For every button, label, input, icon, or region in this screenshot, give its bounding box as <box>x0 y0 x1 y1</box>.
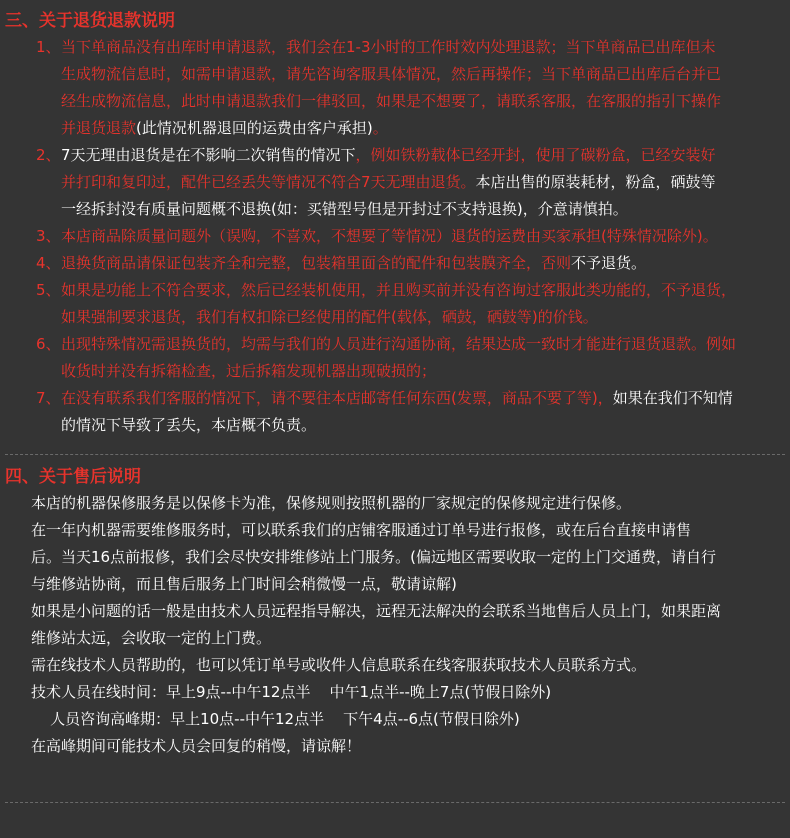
refund-item-number: 7、 <box>36 389 61 407</box>
refund-item-line <box>61 88 721 115</box>
section-divider-bottom <box>5 802 785 803</box>
highlight-text: 经生成物流信息，此时申请退款我们一律驳回，如果是不想要了，请联系客服，在客服的指引下操作 <box>61 92 722 110</box>
highlight-text: 本店商品除质量问题外（误购，不喜欢，不想要了等情况）退货的运费由买家承担(特殊情况除外)。 <box>61 227 718 245</box>
section-title-after-sales: 四、关于售后说明 <box>5 467 141 487</box>
plain-text: 如果在我们不知情 <box>612 389 733 407</box>
after-sales-line: 本店的机器保修服务是以保修卡为准，保修规则按照机器的厂家规定的保修规定进行保修。 <box>31 494 632 512</box>
highlight-text: 退换货商品请保证包装齐全和完整，包装箱里面含的配件和包装膜齐全，否则 <box>61 254 572 272</box>
highlight-text: 出现特殊情况需退换货的，均需与我们的人员进行沟通协商，结果达成一致时才能进行退货退款。例如 <box>61 335 737 353</box>
after-sales-line: 与维修站协商，而且售后服务上门时间会稍微慢一点，敬请谅解) <box>31 575 457 593</box>
after-sales-line: 技术人员在线时间：早上9点--中午12点半 中午1点半--晚上7点(节假日除外) <box>31 683 552 701</box>
plain-text: 不予退货。 <box>571 254 647 272</box>
highlight-text: ，例如铁粉载体已经开封，使用了碳粉盒，已经安装好 <box>355 146 716 164</box>
refund-item-line <box>61 115 388 142</box>
plain-text: 本店出售的原装耗材，粉盒，硒鼓等 <box>475 173 716 191</box>
after-sales-line: 需在线技术人员帮助的，也可以凭订单号或收件人信息联系在线客服获取技术人员联系方式。 <box>31 656 647 674</box>
plain-text: 一经拆封没有质量问题概不退换(如：买错型号但是开封过不支持退换)，介意请慎拍。 <box>61 200 628 218</box>
refund-item-line <box>61 142 716 169</box>
highlight-text: 如果是功能上不符合要求，然后已经装机使用，并且购买前并没有咨询过客服此类功能的，不予退货， <box>61 281 737 299</box>
refund-item-line <box>61 277 736 304</box>
after-sales-line: 维修站太远，会收取一定的上门费。 <box>31 629 272 647</box>
highlight-text: 收货时并没有拆箱检查，过后拆箱发现机器出现破损的； <box>61 362 437 380</box>
refund-item-line <box>61 412 316 439</box>
highlight-text: 当下单商品没有出库时申请退款，我们会在1-3小时的工作时效内处理退款；当下单商品已出库但未 <box>61 38 716 56</box>
refund-item-line <box>61 34 716 61</box>
highlight-text: 。 <box>372 119 388 137</box>
refund-item-line <box>61 358 436 385</box>
after-sales-line: 在高峰期间可能技术人员会回复的稍慢，请谅解！ <box>31 737 362 755</box>
plain-text: 7天无理由退货是在不影响二次销售的情况下 <box>61 146 356 164</box>
refund-item-number: 4、 <box>36 254 61 272</box>
plain-text: (此情况机器退回的运费由客户承担) <box>136 119 373 137</box>
refund-item-number: 2、 <box>36 146 61 164</box>
highlight-text: 并退货退款 <box>61 119 137 137</box>
after-sales-line: 在一年内机器需要维修服务时，可以联系我们的店铺客服通过订单号进行报修，或在后台直接申请售 <box>31 521 692 539</box>
refund-item-line <box>61 331 736 358</box>
refund-item-number: 1、 <box>36 38 61 56</box>
after-sales-line: 后。当天16点前报修，我们会尽快安排维修站上门服务。(偏远地区需要收取一定的上门交通费，请自行 <box>31 548 716 566</box>
refund-item-number: 5、 <box>36 281 61 299</box>
refund-item-number: 6、 <box>36 335 61 353</box>
refund-item-line <box>61 61 721 88</box>
section-divider <box>5 454 785 455</box>
refund-item-number: 3、 <box>36 227 61 245</box>
section-title-refund: 三、关于退货退款说明 <box>5 11 175 31</box>
highlight-text: 如果强制要求退货，我们有权扣除已经使用的配件(载体，硒鼓，硒鼓等)的价钱。 <box>61 308 598 326</box>
refund-item-line <box>61 385 733 412</box>
highlight-text: 在没有联系我们客服的情况下，请不要往本店邮寄任何东西(发票，商品不要了等)， <box>61 389 613 407</box>
refund-item-line <box>61 250 646 277</box>
after-sales-line: 人员咨询高峰期：早上10点--中午12点半 下午4点--6点(节假日除外) <box>31 710 520 728</box>
highlight-text: 生成物流信息时，如需申请退款，请先咨询客服具体情况，然后再操作；当下单商品已出库后台并已 <box>61 65 722 83</box>
refund-item-line <box>61 304 598 331</box>
refund-item-line <box>61 169 716 196</box>
highlight-text: 并打印和复印过，配件已经丢失等情况不符合7天无理由退货。 <box>61 173 476 191</box>
after-sales-line: 如果是小问题的话一般是由技术人员远程指导解决，远程无法解决的会联系当地售后人员上门，如果距离 <box>31 602 722 620</box>
refund-item-line <box>61 223 718 250</box>
refund-item-line <box>61 196 628 223</box>
plain-text: 的情况下导致了丢失，本店概不负责。 <box>61 416 317 434</box>
